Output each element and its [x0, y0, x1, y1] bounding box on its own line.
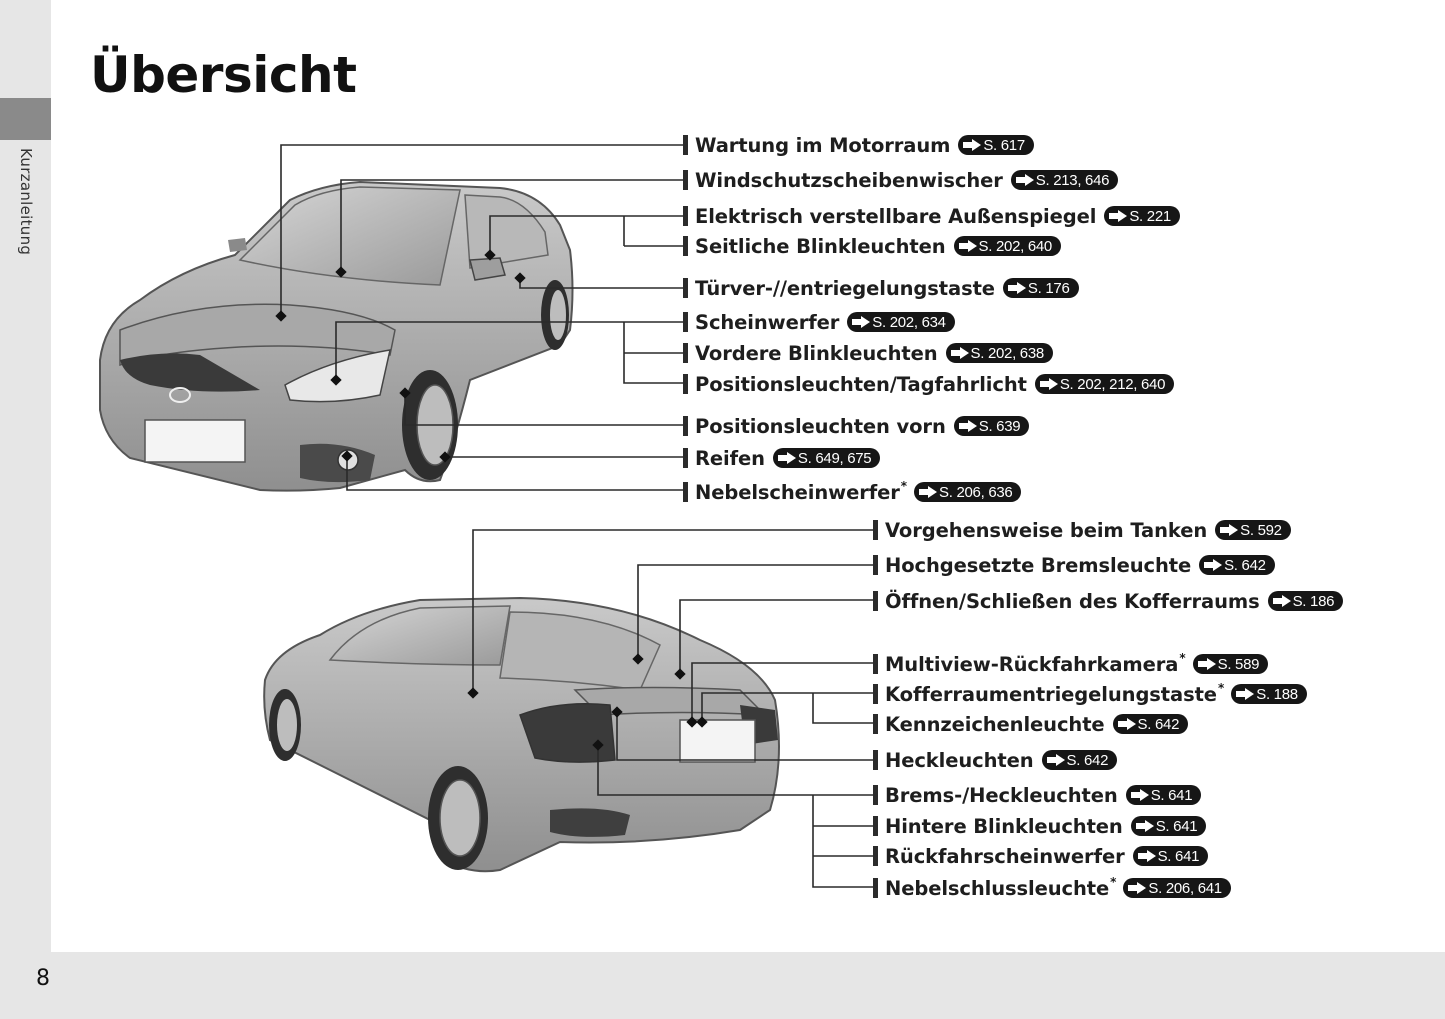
- callout-nebelscheinwerfer: Nebelscheinwerfer * S. 206, 636: [683, 478, 1021, 506]
- callout-brems-heckleuchten: Brems-/Heckleuchten S. 641: [873, 781, 1201, 809]
- page-ref-link[interactable]: S. 202, 638: [946, 343, 1053, 363]
- arrow-right-icon: [1040, 378, 1058, 390]
- arrow-right-icon: [1136, 820, 1154, 832]
- callout-heckleuchten: Heckleuchten S. 642: [873, 746, 1117, 774]
- arrow-right-icon: [1236, 688, 1254, 700]
- page-ref-link[interactable]: S. 649, 675: [773, 448, 880, 468]
- page-number: 8: [36, 966, 50, 991]
- callout-kennzeichenleuchte: Kennzeichenleuchte S. 642: [873, 710, 1188, 738]
- page-ref-link[interactable]: S. 642: [1042, 750, 1118, 770]
- arrow-right-icon: [959, 420, 977, 432]
- arrow-right-icon: [852, 316, 870, 328]
- page-ref-link[interactable]: S. 641: [1126, 785, 1202, 805]
- section-tab-label: Kurzanleitung: [17, 148, 35, 256]
- arrow-right-icon: [1131, 789, 1149, 801]
- callout-tuerentriegelungstaste: Türver-//entriegelungstaste S. 176: [683, 274, 1079, 302]
- callout-wartung-motorraum: Wartung im Motorraum S. 617: [683, 131, 1034, 159]
- callout-hintere-blinkleuchten: Hintere Blinkleuchten S. 641: [873, 812, 1206, 840]
- callout-positionsleuchten-tagfahrlicht: Positionsleuchten/Tagfahrlicht S. 202, 212, 640: [683, 370, 1174, 398]
- arrow-right-icon: [1220, 524, 1238, 536]
- page-ref-link[interactable]: S. 176: [1003, 278, 1079, 298]
- arrow-right-icon: [1016, 174, 1034, 186]
- arrow-right-icon: [1128, 882, 1146, 894]
- arrow-right-icon: [919, 486, 937, 498]
- arrow-right-icon: [1047, 754, 1065, 766]
- callout-positionsleuchten-vorn: Positionsleuchten vorn S. 639: [683, 412, 1029, 440]
- callout-scheinwerfer: Scheinwerfer S. 202, 634: [683, 308, 955, 336]
- arrow-right-icon: [1118, 718, 1136, 730]
- page-ref-link[interactable]: S. 221: [1104, 206, 1180, 226]
- arrow-right-icon: [1008, 282, 1026, 294]
- page-ref-link[interactable]: S. 202, 640: [954, 236, 1061, 256]
- arrow-right-icon: [1204, 559, 1222, 571]
- arrow-right-icon: [963, 139, 981, 151]
- arrow-right-icon: [1198, 658, 1216, 670]
- page-title: Übersicht: [90, 46, 357, 104]
- page-ref-link[interactable]: S. 206, 641: [1123, 878, 1230, 898]
- page-ref-link[interactable]: S. 202, 212, 640: [1035, 374, 1174, 394]
- page-ref-link[interactable]: S. 188: [1231, 684, 1307, 704]
- page-ref-link[interactable]: S. 641: [1131, 816, 1207, 836]
- page-ref-link[interactable]: S. 642: [1113, 714, 1189, 734]
- page-ref-link[interactable]: S. 202, 634: [847, 312, 954, 332]
- page-ref-link[interactable]: S. 186: [1268, 591, 1344, 611]
- callout-hochgesetzte-bremsleuchte: Hochgesetzte Bremsleuchte S. 642: [873, 551, 1275, 579]
- page-ref-link[interactable]: S. 592: [1215, 520, 1291, 540]
- callout-rueckfahrkamera: Multiview-Rückfahrkamera * S. 589: [873, 650, 1268, 678]
- arrow-right-icon: [959, 240, 977, 252]
- callout-reifen: Reifen S. 649, 675: [683, 444, 880, 472]
- page-ref-link[interactable]: S. 206, 636: [914, 482, 1021, 502]
- rear-car-illustration: [264, 598, 779, 871]
- callout-tanken: Vorgehensweise beim Tanken S. 592: [873, 516, 1291, 544]
- callout-vordere-blinkleuchten: Vordere Blinkleuchten S. 202, 638: [683, 339, 1053, 367]
- page-ref-link[interactable]: S. 641: [1133, 846, 1209, 866]
- callout-nebelschlussleuchte: Nebelschlussleuchte * S. 206, 641: [873, 874, 1231, 902]
- arrow-right-icon: [1138, 850, 1156, 862]
- page-ref-link[interactable]: S. 639: [954, 416, 1030, 436]
- callout-aussenspiegel: Elektrisch verstellbare Außenspiegel S. 221: [683, 202, 1180, 230]
- page-ref-link[interactable]: S. 213, 646: [1011, 170, 1118, 190]
- callout-kofferraumentriegelungstaste: Kofferraumentriegelungstaste * S. 188: [873, 680, 1307, 708]
- arrow-right-icon: [1273, 595, 1291, 607]
- callout-windschutzscheibenwischer: Windschutzscheibenwischer S. 213, 646: [683, 166, 1118, 194]
- page-ref-link[interactable]: S. 589: [1193, 654, 1269, 674]
- page-ref-link[interactable]: S. 617: [958, 135, 1034, 155]
- arrow-right-icon: [1109, 210, 1127, 222]
- arrow-right-icon: [951, 347, 969, 359]
- callout-seitliche-blinkleuchten: Seitliche Blinkleuchten S. 202, 640: [683, 232, 1061, 260]
- arrow-right-icon: [778, 452, 796, 464]
- callout-kofferraum-oeffnen: Öffnen/Schließen des Kofferraums S. 186: [873, 587, 1343, 615]
- page-ref-link[interactable]: S. 642: [1199, 555, 1275, 575]
- callout-rueckfahrscheinwerfer: Rückfahrscheinwerfer S. 641: [873, 842, 1208, 870]
